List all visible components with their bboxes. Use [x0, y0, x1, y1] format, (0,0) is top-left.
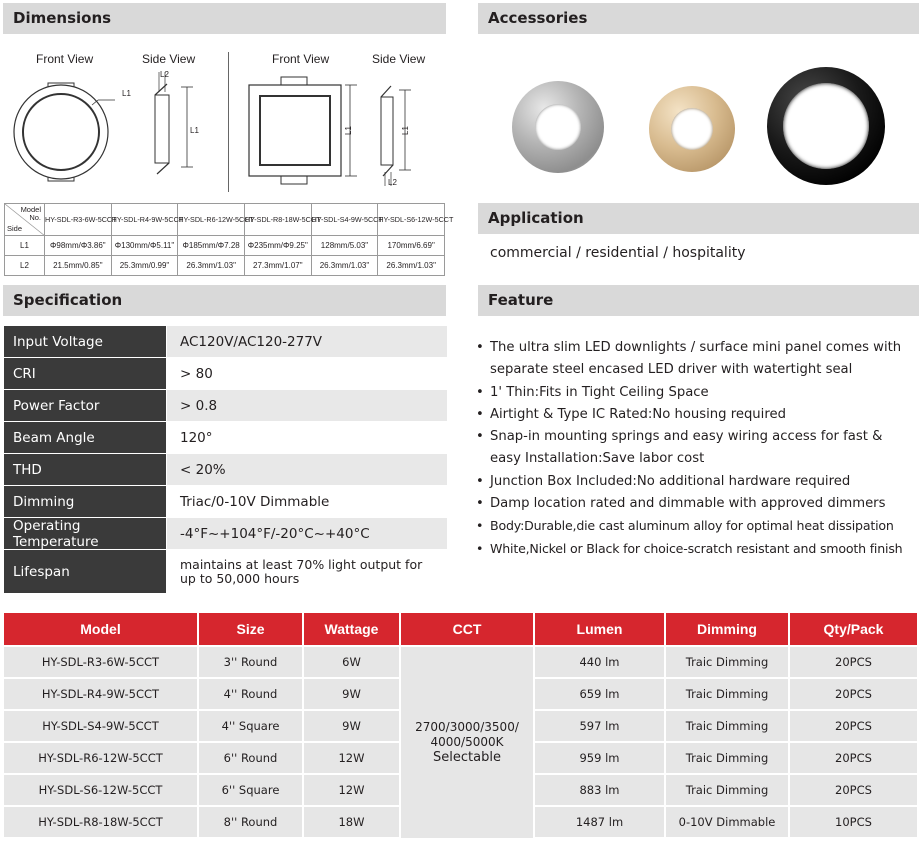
dimensions-header: Dimensions	[3, 3, 446, 34]
product-lumen-cell: 883 lm	[535, 775, 664, 805]
cct-line: 2700/3000/3500/	[415, 720, 519, 734]
feature-item: • Body:Durable,die cast aluminum alloy for optimal heat dissipation	[476, 515, 916, 537]
spec-row	[4, 422, 447, 454]
nickel-trim-ring-image	[512, 81, 604, 173]
dim-cell: 26.3mm/1.03"	[178, 256, 245, 276]
product-qty-cell: 20PCS	[790, 743, 917, 773]
spec-value: > 0.8	[166, 390, 447, 421]
product-model-cell: HY-SDL-R4-9W-5CCT	[4, 679, 197, 709]
header-lumen: Lumen	[535, 613, 664, 645]
dimension-table	[4, 203, 454, 276]
product-qty-cell: 20PCS	[790, 775, 917, 805]
dim-model-header: HY-SDL-R4-9W-5CCT	[111, 204, 178, 236]
spec-row	[4, 358, 447, 390]
spec-value: > 80	[166, 358, 447, 389]
feature-item: • White,Nickel or Black for choice-scratch resistant and smooth finish	[476, 538, 916, 560]
dim-model-header: HY-SDL-R8-18W-5CCT	[244, 204, 311, 236]
corner-no: No.	[29, 213, 41, 222]
black-trim-ring-image	[767, 67, 885, 185]
spec-row	[4, 326, 447, 358]
product-size-cell: 6'' Round	[199, 743, 302, 773]
corner-model: Model	[20, 205, 41, 214]
dim-model-header: HY-SDL-R3-6W-5CCT	[45, 204, 112, 236]
product-model-cell: HY-SDL-R3-6W-5CCT	[4, 647, 197, 677]
application-header: Application	[478, 203, 919, 234]
dim-cell: 27.3mm/1.07"	[244, 256, 311, 276]
product-qty-cell: 10PCS	[790, 807, 917, 837]
product-lumen-cell: 1487 lm	[535, 807, 664, 837]
product-dimming-cell: Traic Dimming	[666, 743, 788, 773]
dim-row-l1	[5, 236, 445, 256]
spec-key: Power Factor	[4, 390, 166, 421]
product-size-cell: 8'' Round	[199, 807, 302, 837]
spec-key: Input Voltage	[4, 326, 166, 357]
product-model-cell: HY-SDL-R6-12W-5CCT	[4, 743, 197, 773]
spec-value: < 20%	[166, 454, 447, 485]
product-dimming-cell: Traic Dimming	[666, 679, 788, 709]
dim-side-label: L1	[5, 236, 45, 256]
product-wattage-cell: 9W	[304, 711, 399, 741]
spec-value: maintains at least 70% light output for up to 50,000 hours	[166, 550, 447, 593]
feature-item: • Damp location rated and dimmable with approved dimmers	[476, 493, 916, 515]
product-lumen-cell: 597 lm	[535, 711, 664, 741]
product-qty-cell: 20PCS	[790, 647, 917, 677]
square-front-view-label: Front View	[272, 52, 330, 66]
spec-row	[4, 486, 447, 518]
square-side-view-label: Side View	[372, 52, 426, 66]
square-side-l2-label: L2	[388, 178, 397, 187]
spec-value: Triac/0-10V Dimmable	[166, 486, 447, 517]
specification-table	[4, 326, 447, 594]
dim-cell: 26.3mm/1.03"	[378, 256, 445, 276]
header-wattage: Wattage	[304, 613, 399, 645]
dim-cell: 26.3mm/1.03"	[311, 256, 378, 276]
dim-model-header: HY-SDL-S4-9W-5CCT	[311, 204, 378, 236]
feature-item: • The ultra slim LED downlights / surface mini panel comes with separate steel encased LED driver with watertight seal	[476, 337, 916, 382]
spec-value: -4°F~+104°F/-20°C~+40°C	[166, 518, 447, 549]
dim-side-label: L2	[5, 256, 45, 276]
round-front-view-label: Front View	[36, 52, 94, 66]
product-table	[4, 613, 917, 838]
product-qty-cell: 20PCS	[790, 679, 917, 709]
dim-cell: Φ130mm/Φ5.11"	[111, 236, 178, 256]
header-dimming: Dimming	[666, 613, 788, 645]
spec-row	[4, 390, 447, 422]
cct-line: Selectable	[433, 750, 501, 765]
dim-table-corner	[5, 204, 45, 236]
square-front-l1-label: L1	[343, 126, 353, 135]
header-qty-pack: Qty/Pack	[790, 613, 917, 645]
product-lumen-cell: 659 lm	[535, 679, 664, 709]
product-dimming-cell: Traic Dimming	[666, 775, 788, 805]
round-front-l1-label: L1	[122, 89, 131, 98]
accessories-header: Accessories	[478, 3, 919, 34]
spec-row	[4, 550, 447, 594]
specification-header: Specification	[3, 285, 446, 316]
feature-list	[476, 337, 916, 560]
product-lumen-cell: 959 lm	[535, 743, 664, 773]
product-wattage-cell: 18W	[304, 807, 399, 837]
dim-cell: Φ98mm/Φ3.86"	[45, 236, 112, 256]
dim-cell: Φ185mm/Φ7.28	[178, 236, 245, 256]
product-wattage-cell: 9W	[304, 679, 399, 709]
cct-merged-cell	[401, 647, 533, 838]
spec-value: AC120V/AC120-277V	[166, 326, 447, 357]
product-size-cell: 3'' Round	[199, 647, 302, 677]
feature-item: • Snap-in mounting springs and easy wiring access for fast & easy Installation:Save labor cost	[476, 426, 916, 471]
dim-model-header: HY-SDL-R6-12W-5CCT	[178, 204, 245, 236]
dim-cell: Φ235mm/Φ9.25"	[244, 236, 311, 256]
cct-line: 4000/5000K	[430, 735, 504, 749]
dim-row-l2	[5, 256, 445, 276]
product-size-cell: 4'' Square	[199, 711, 302, 741]
spec-key: Beam Angle	[4, 422, 166, 453]
round-side-l1-label: L1	[190, 126, 199, 135]
feature-header: Feature	[478, 285, 919, 316]
product-size-cell: 4'' Round	[199, 679, 302, 709]
dim-model-header: HY-SDL-S6-12W-5CCT	[378, 204, 445, 236]
round-front-view-drawing	[10, 72, 140, 192]
square-side-l1-label: L1	[400, 126, 410, 135]
product-dimming-cell: Traic Dimming	[666, 711, 788, 741]
corner-side: Side	[7, 224, 23, 233]
feature-item: • Airtight & Type IC Rated:No housing required	[476, 404, 916, 426]
product-qty-cell: 20PCS	[790, 711, 917, 741]
round-side-view-label: Side View	[142, 52, 196, 66]
feature-item: • Junction Box Included:No additional hardware required	[476, 471, 916, 493]
gold-trim-ring-image	[649, 86, 735, 172]
dim-cell: 25.3mm/0.99"	[111, 256, 178, 276]
feature-item: • 1' Thin:Fits in Tight Ceiling Space	[476, 382, 916, 404]
dim-cell: 128mm/5.03"	[311, 236, 378, 256]
product-wattage-cell: 12W	[304, 743, 399, 773]
round-side-l2-label: L2	[160, 70, 169, 79]
application-text: commercial / residential / hospitality	[490, 245, 746, 261]
product-wattage-cell: 6W	[304, 647, 399, 677]
spec-key: THD	[4, 454, 166, 485]
product-lumen-cell: 440 lm	[535, 647, 664, 677]
product-dimming-cell: Traic Dimming	[666, 647, 788, 677]
product-dimming-cell: 0-10V Dimmable	[666, 807, 788, 837]
spec-key: CRI	[4, 358, 166, 389]
spec-key: Operating Temperature	[4, 518, 166, 549]
product-wattage-cell: 12W	[304, 775, 399, 805]
header-model: Model	[4, 613, 197, 645]
product-model-cell: HY-SDL-R8-18W-5CCT	[4, 807, 197, 837]
spec-value: 120°	[166, 422, 447, 453]
spec-key: Dimming	[4, 486, 166, 517]
views-divider	[228, 52, 229, 192]
spec-row	[4, 454, 447, 486]
dim-cell: 21.5mm/0.85"	[45, 256, 112, 276]
header-cct: CCT	[401, 613, 533, 645]
product-size-cell: 6'' Square	[199, 775, 302, 805]
product-model-cell: HY-SDL-S4-9W-5CCT	[4, 711, 197, 741]
spec-row	[4, 518, 447, 550]
header-size: Size	[199, 613, 302, 645]
dim-cell: 170mm/6.69"	[378, 236, 445, 256]
spec-key: Lifespan	[4, 550, 166, 593]
product-model-cell: HY-SDL-S6-12W-5CCT	[4, 775, 197, 805]
